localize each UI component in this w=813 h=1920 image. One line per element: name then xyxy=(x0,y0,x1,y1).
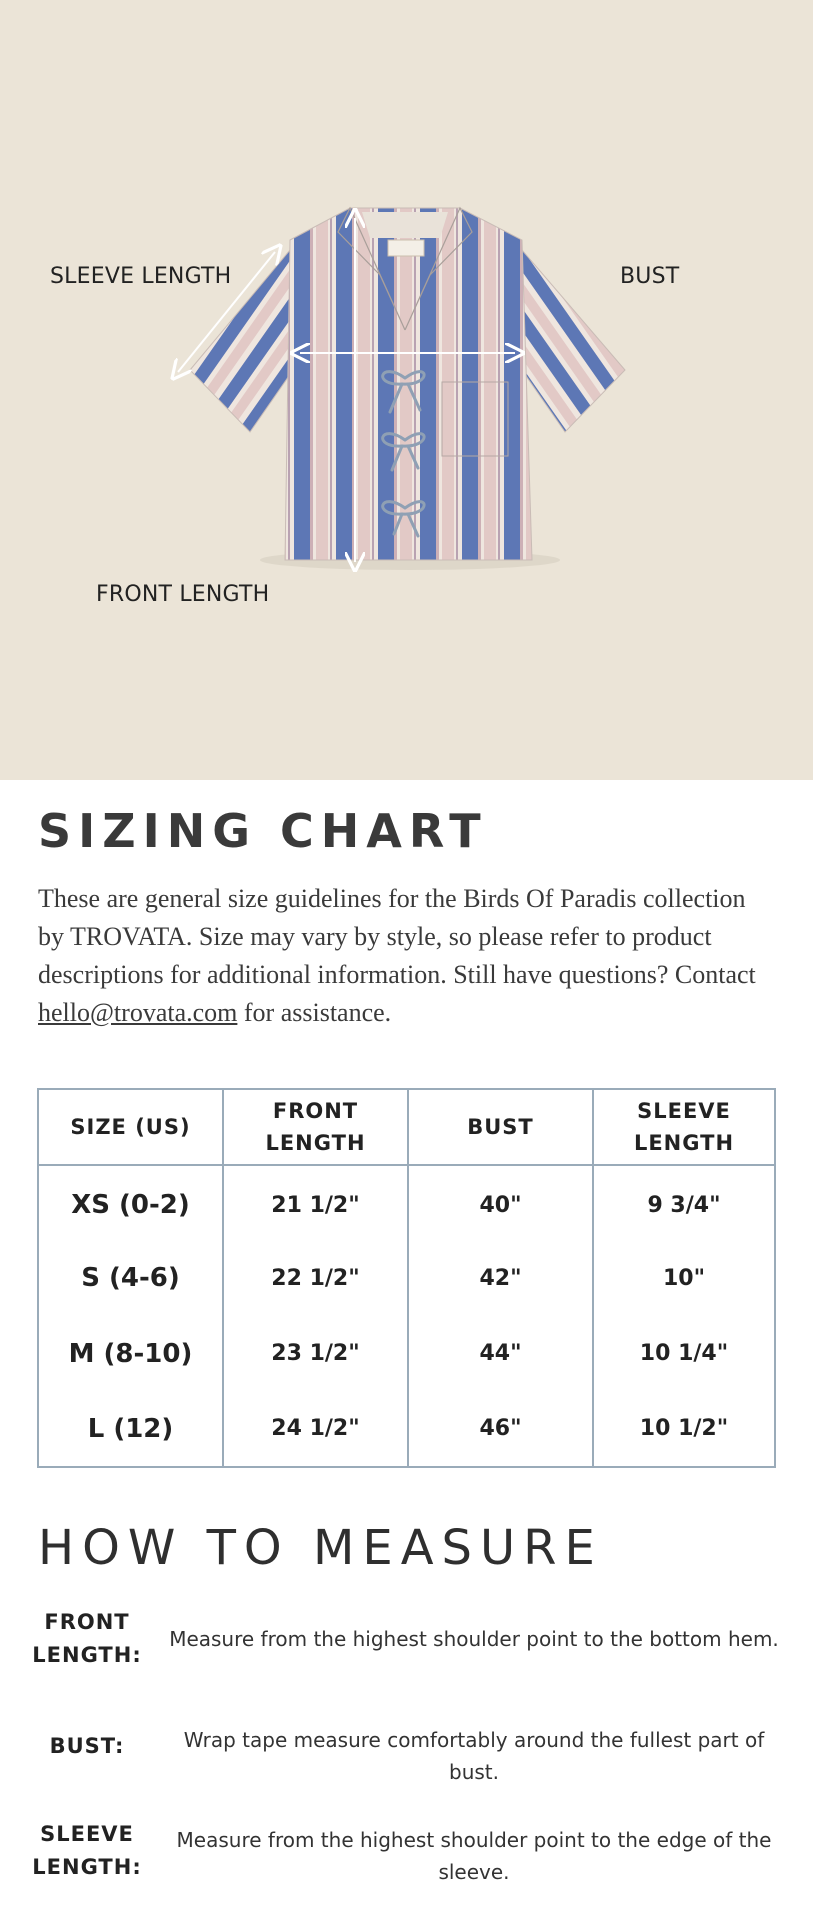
sleeve-length-cell: 10 1/2" xyxy=(593,1392,775,1468)
how-to-measure-title: HOW TO MEASURE xyxy=(38,1520,603,1576)
size-cell: S (4-6) xyxy=(38,1241,223,1317)
measure-description: Wrap tape measure comfortably around the fullest part of bust. xyxy=(183,1728,765,1784)
sizing-chart-title: SIZING CHART xyxy=(38,804,488,858)
bust-cell: 42" xyxy=(408,1241,593,1317)
sleeve-length-cell: 9 3/4" xyxy=(593,1165,775,1241)
sleeve-length-cell: 10" xyxy=(593,1241,775,1317)
bust-cell: 44" xyxy=(408,1316,593,1392)
measure-term: SLEEVE LENGTH: xyxy=(32,1822,142,1879)
front-length-cell: 24 1/2" xyxy=(223,1392,408,1468)
front-length-label: FRONT LENGTH xyxy=(96,582,270,607)
table-row xyxy=(38,1316,775,1392)
table-header-row xyxy=(38,1089,775,1165)
bust-cell: 46" xyxy=(408,1392,593,1468)
shirt-illustration xyxy=(0,0,813,780)
sizing-intro xyxy=(38,880,778,1032)
sleeve-length-label: SLEEVE LENGTH xyxy=(50,264,232,289)
sleeve-length-cell: 10 1/4" xyxy=(593,1316,775,1392)
measure-term: FRONT LENGTH: xyxy=(32,1610,142,1667)
contact-email-link[interactable]: hello@trovata.com xyxy=(38,998,238,1027)
table-row xyxy=(38,1241,775,1317)
intro-text: These are general size guidelines for the Birds Of Paradis collection by TROVATA. Size may vary by style, so please refer to product descriptions for additional information. Still have questions? Contact xyxy=(38,884,756,989)
table-row xyxy=(38,1165,775,1241)
bust-cell: 40" xyxy=(408,1165,593,1241)
size-cell: L (12) xyxy=(38,1392,223,1468)
bust-label: BUST xyxy=(620,264,680,289)
product-hero xyxy=(0,0,813,780)
size-cell: XS (0-2) xyxy=(38,1165,223,1241)
measure-description: Measure from the highest shoulder point to the bottom hem. xyxy=(169,1627,779,1651)
header-front-length: FRONT LENGTH xyxy=(223,1089,408,1165)
front-length-cell: 21 1/2" xyxy=(223,1165,408,1241)
measure-term: BUST: xyxy=(49,1734,125,1758)
header-sleeve-length: SLEEVE LENGTH xyxy=(593,1089,775,1165)
intro-text-end: for assistance. xyxy=(237,998,392,1027)
header-bust: BUST xyxy=(408,1089,593,1165)
table-row xyxy=(38,1392,775,1468)
header-size: SIZE (US) xyxy=(38,1089,223,1165)
size-cell: M (8-10) xyxy=(38,1316,223,1392)
front-length-cell: 22 1/2" xyxy=(223,1241,408,1317)
measure-description: Measure from the highest shoulder point to the edge of the sleeve. xyxy=(176,1828,772,1884)
size-table xyxy=(37,1088,776,1468)
front-length-cell: 23 1/2" xyxy=(223,1316,408,1392)
